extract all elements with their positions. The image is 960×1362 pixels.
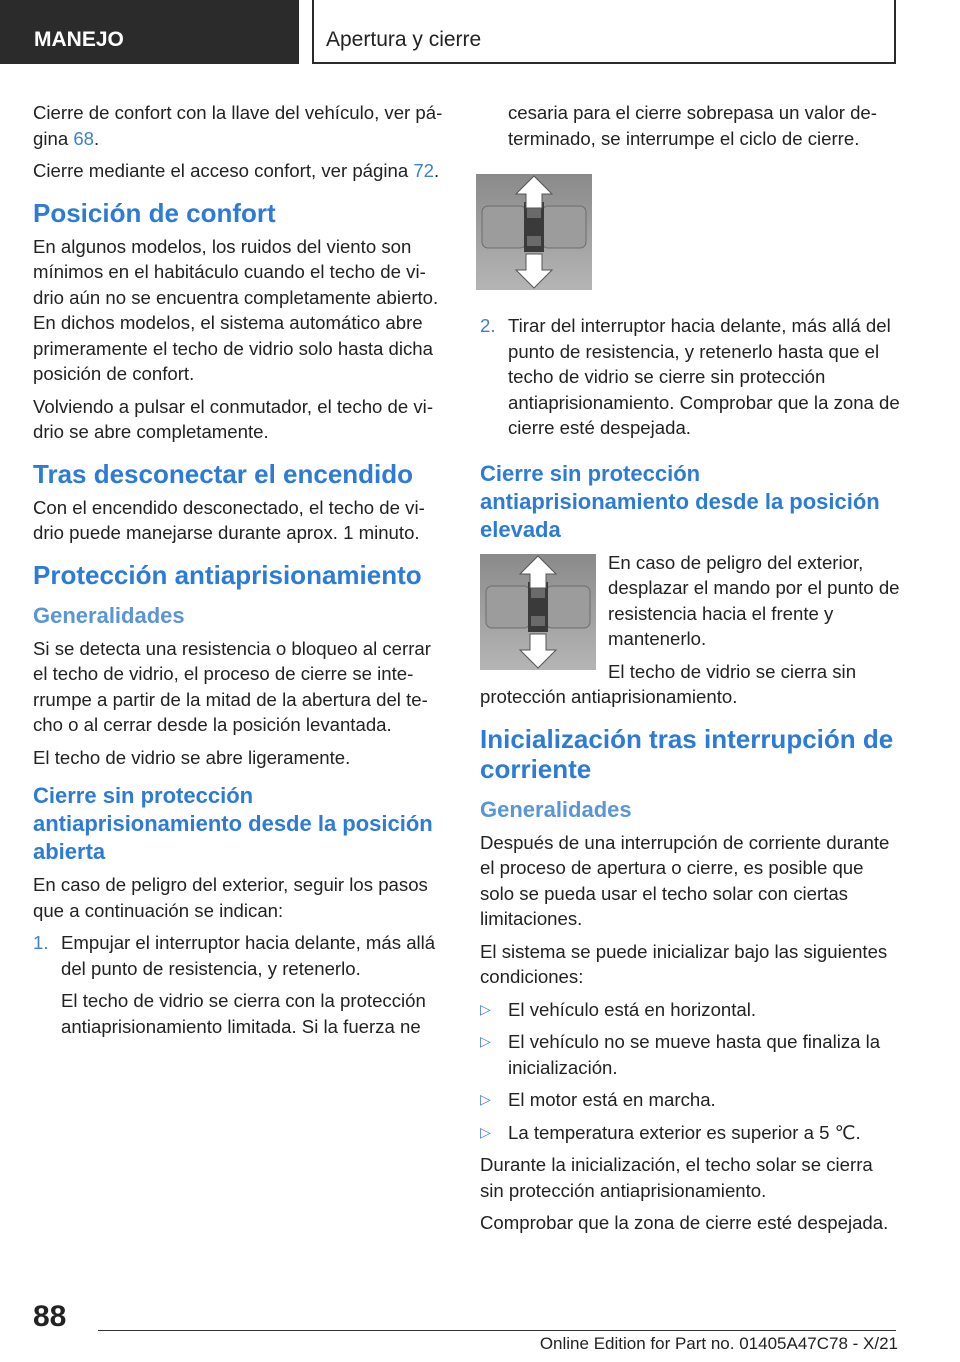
- step-number: 1.: [33, 932, 49, 953]
- triangle-bullet-icon: ▷: [480, 1033, 491, 1049]
- step-number: 2.: [480, 315, 496, 336]
- step-2: [480, 313, 900, 448]
- paragraph-closing-open: En caso de peligro del exterior, seguir los pasos que a continuación se indican:: [33, 874, 428, 921]
- heading-comfort-position: Posición de confort: [33, 197, 276, 228]
- paragraph-comfort-1: En algunos modelos, los ruidos del viento son mínimos en el habitáculo cuando el techo de vidrio aún no se encuentra completamente abierto. En dichos modelos, el sistema automático abre primeramente el techo de vidrio solo hasta dicha posición de confort.: [33, 235, 439, 384]
- step-1: [33, 930, 447, 1046]
- paragraph-after-ignition: Con el encendido desconectado, el techo de vidrio puede manejarse durante aprox. 1 minuto.: [33, 496, 425, 543]
- heading-after-ignition-off: Tras desconectar el encendido: [33, 458, 414, 489]
- heading-closing-raised-position: Cierre sin protección antiaprisionamiento desde la posición elevada: [480, 460, 880, 542]
- paragraph-comfort-2: Volviendo a pulsar el conmutador, el techo de vidrio se abre completamente.: [33, 395, 434, 442]
- paragraph-init-4: Comprobar que la zona de cierre esté despejada.: [480, 1212, 889, 1233]
- step-2-text: Tirar del interruptor hacia delante, más allá del punto de resistencia, y retenerlo hasta que el techo de vidrio se cierre sin protección antiaprisionamiento. Comprobar que la zona de cierre esté despejada.: [508, 315, 900, 438]
- footer-edition: Online Edition for Part no. 01405A47C78 - X/21: [539, 1334, 898, 1353]
- paragraph-comfort-access: Cierre mediante el acceso confort, ver página 72.: [33, 160, 440, 181]
- heading-closing-open-position: Cierre sin protección antiaprisionamiento desde la posición abierta: [33, 783, 433, 864]
- paragraph-init-3: Durante la inicialización, el techo solar se cierra sin protección antiaprisionamiento.: [480, 1154, 873, 1201]
- left-column: [33, 100, 447, 1052]
- paragraph-raised-2b: protección antiaprisionamiento.: [480, 686, 738, 707]
- paragraph-raised-1: En caso de peligro del exterior, desplazar el mando por el punto de resistencia hacia el frente y mantenerlo.: [608, 551, 900, 649]
- triangle-bullet-icon: ▷: [480, 1091, 491, 1107]
- paragraph-general-1: Si se detecta una resistencia o bloqueo al cerrar el techo de vidrio, el proceso de cierre se interrumpe a partir de la mitad de la abertura del techo o al cerrar desde la posición levantada.: [33, 637, 431, 735]
- paragraph-raised-2a: El techo de vidrio se cierra sin: [608, 660, 857, 682]
- page-number: 88: [33, 1300, 67, 1333]
- list-item: ▷ La temperatura exterior es superior a 5 ℃.: [480, 1120, 900, 1146]
- raised-position-block: [480, 550, 900, 685]
- list-item: ▷ El vehículo está en horizontal.: [480, 997, 900, 1023]
- footer-divider: [98, 1330, 896, 1331]
- step-1-text: Empujar el interruptor hacia delante, más allá del punto de resistencia, y retenerlo.: [61, 932, 436, 979]
- paragraph-init-2: El sistema se puede inicializar bajo las siguientes condiciones:: [480, 940, 888, 987]
- triangle-bullet-icon: ▷: [480, 1123, 491, 1140]
- step-1-note: El techo de vidrio se cierra con la protección antiaprisionamiento limitada. Si la fuerza ne: [61, 990, 426, 1037]
- paragraph-init-1: Después de una interrupción de corriente durante el proceso de apertura o cierre, es posible que solo se pueda usar el techo solar con ciertas limitaciones.: [480, 831, 890, 929]
- page-link-72[interactable]: 72: [413, 160, 435, 181]
- heading-initialization: Inicialización tras interrupción de corriente: [480, 723, 894, 784]
- list-item: ▷ El motor está en marcha.: [480, 1087, 900, 1113]
- list-item: ▷ El vehículo no se mueve hasta que finaliza la inicialización.: [480, 1029, 900, 1080]
- page-link-68[interactable]: 68: [73, 127, 95, 149]
- heading-pinch-protection: Protección antiaprisionamiento: [33, 559, 422, 590]
- paragraph-key-closing: Cierre de confort con la llave del vehículo, ver página 68.: [33, 102, 443, 149]
- right-column: [480, 100, 900, 1243]
- step-1-continued: cesaria para el cierre sobrepasa un valor determinado, se interrumpe el ciclo de cierre.: [508, 102, 877, 149]
- roof-switch-pull-illustration: [480, 554, 596, 670]
- section-tab: MANEJO: [0, 0, 299, 64]
- chapter-title: Apertura y cierre: [312, 0, 896, 64]
- triangle-bullet-icon: ▷: [480, 1000, 491, 1017]
- heading-general-2: Generalidades: [480, 796, 632, 822]
- roof-switch-push-illustration: [476, 174, 592, 290]
- heading-general: Generalidades: [33, 602, 185, 628]
- paragraph-general-2: El techo de vidrio se abre ligeramente.: [33, 746, 351, 768]
